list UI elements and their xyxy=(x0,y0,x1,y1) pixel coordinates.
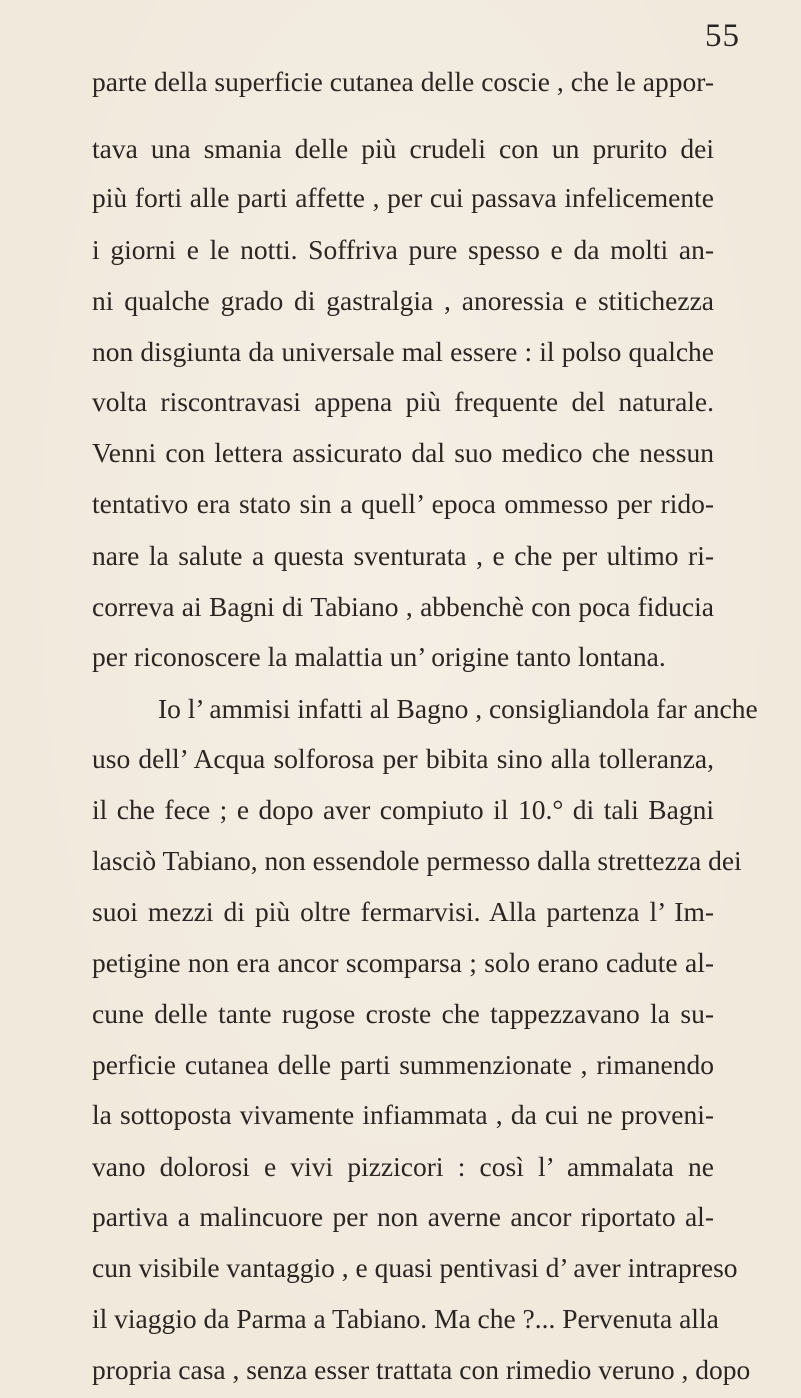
text-line: nare la salute a questa sventurata , e che per ultimo ri- xyxy=(92,540,714,571)
text-line: perficie cutanea delle parti summenzionate , rimanendo xyxy=(92,1049,714,1080)
text-line: il che fece ; e dopo aver compiuto il 10.° di tali Bagni xyxy=(92,794,714,825)
text-line: suoi mezzi di più oltre fermarvisi. Alla partenza l’ Im- xyxy=(92,896,714,927)
text-line: tentativo era stato sin a quell’ epoca ommesso per rido- xyxy=(92,488,714,519)
text-line: volta riscontravasi appena più frequente del naturale. xyxy=(92,386,714,417)
text-line: uso dell’ Acqua solforosa per bibita sino alla tolleranza, xyxy=(92,743,714,774)
text-line: per riconoscere la malattia un’ origine tanto lontana. xyxy=(92,641,666,672)
text-line: non disgiunta da universale mal essere : il polso qualche xyxy=(92,336,714,367)
text-line: la sottoposta vivamente infiammata , da cui ne proveni- xyxy=(92,1099,714,1130)
text-line: propria casa , senza esser trattata con rimedio veruno , dopo xyxy=(92,1354,751,1385)
text-line: Venni con lettera assicurato dal suo medico che nessun xyxy=(92,437,714,468)
text-line: ni qualche grado di gastralgia , anoressia e stitichezza xyxy=(92,285,714,316)
text-line: più forti alle parti affette , per cui passava infelicemente xyxy=(92,182,714,213)
text-line: vano dolorosi e vivi pizzicori : così l’ ammalata ne xyxy=(92,1151,714,1182)
text-line: correva ai Bagni di Tabiano , abbenchè con poca fiducia xyxy=(92,591,714,622)
text-line: partiva a malincuore per non averne ancor riportato al- xyxy=(92,1201,714,1232)
page-number: 55 xyxy=(705,18,740,54)
text-line: il viaggio da Parma a Tabiano. Ma che ?... Pervenuta alla xyxy=(92,1303,719,1334)
text-line: lasciò Tabiano, non essendole permesso dalla strettezza dei xyxy=(92,845,742,876)
text-line: Io l’ ammisi infatti al Bagno , consigliandola far anche xyxy=(158,693,758,724)
text-line: cun visibile vantaggio , e quasi pentivasi d’ aver intrapreso xyxy=(92,1252,738,1283)
text-line: i giorni e le notti. Soffriva pure spesso e da molti an- xyxy=(92,234,714,265)
text-line: cune delle tante rugose croste che tappezzavano la su- xyxy=(92,998,714,1029)
text-line: petigine non era ancor scomparsa ; solo erano cadute al- xyxy=(92,947,714,978)
text-line: tava una smania delle più crudeli con un prurito dei xyxy=(92,133,714,164)
text-line: parte della superficie cutanea delle coscie , che le appor- xyxy=(92,66,714,97)
